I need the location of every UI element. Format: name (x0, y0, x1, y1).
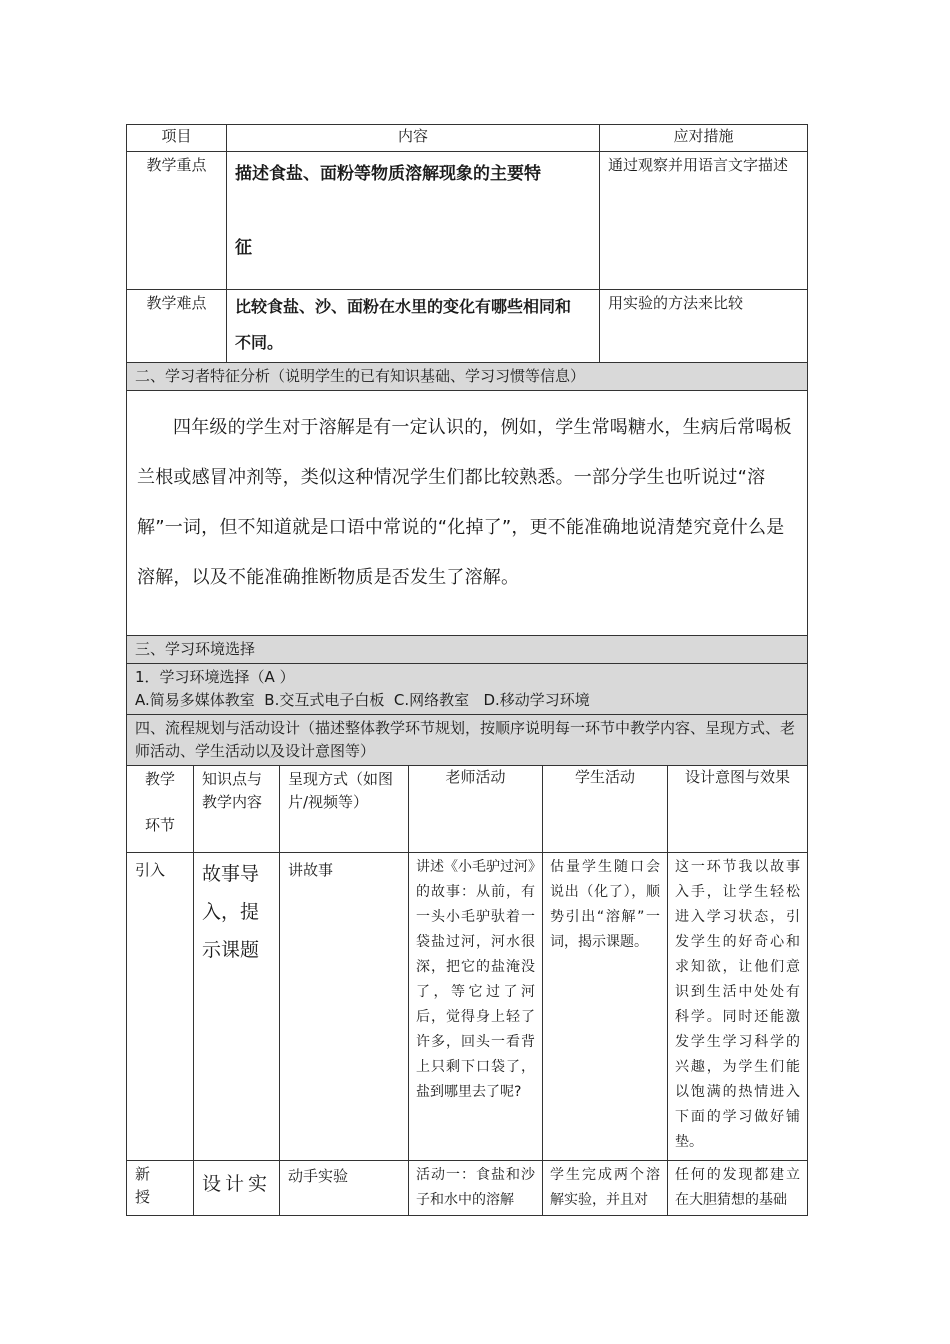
col-knowledge: 知识点与教学内容 (194, 766, 280, 853)
row2-stage (127, 1161, 194, 1216)
col-student: 学生活动 (543, 766, 668, 853)
section2-body-row (127, 391, 808, 636)
row1-teacher: 讲述《小毛驴过河》的故事：从前，有一头小毛驴驮着一袋盐过河，河水很深，把它的盐淹没了，等它过了河后，觉得身上轻了许多，回头一看背上只剩下口袋了，盐到哪里去了呢? (409, 853, 543, 1161)
plan-table-top (126, 124, 808, 766)
col-stage-b: 环节 (144, 816, 175, 834)
key-point-content (227, 152, 600, 290)
header-item: 项目 (127, 125, 227, 152)
section2-title-row (127, 363, 808, 391)
col-teacher: 老师活动 (409, 766, 543, 853)
section3-body (127, 664, 808, 715)
col-intent: 设计意图与效果 (668, 766, 808, 853)
row2-intent: 任何的发现都建立在大胆猜想的基础 (668, 1161, 808, 1216)
row1-intent: 这一环节我以故事入手，让学生轻松进入学习状态，引发学生的好奇心和求知欲，让他们意识到生活中处处有科学。同时还能激发学生学习科学的兴趣，为学生们能以饱满的热情进入下面的学习做好铺垫。 (668, 853, 808, 1161)
key-point-line1: 描述食盐、面粉等物质溶解现象的主要特 (235, 164, 541, 184)
row2-knowledge: 设计实 (194, 1161, 280, 1216)
header-content: 内容 (227, 125, 600, 152)
key-point-row (127, 152, 808, 290)
section3-title: 三、学习环境选择 (127, 636, 808, 664)
section3-title-row (127, 636, 808, 664)
section3-body-row (127, 664, 808, 715)
row2-presentation: 动手实验 (280, 1161, 409, 1216)
row2-stage-b: 授 (135, 1188, 151, 1206)
key-point-line2: 征 (235, 238, 252, 258)
difficulty-line2: 不同。 (235, 333, 284, 352)
table-row (127, 853, 808, 1161)
flow-header-row (127, 766, 808, 853)
difficulty-label: 教学难点 (127, 290, 227, 363)
difficulty-content (227, 290, 600, 363)
section2-body (127, 391, 808, 636)
header-row (127, 125, 808, 152)
col-stage (127, 766, 194, 853)
learner-analysis-paragraph: 四年级的学生对于溶解是有一定认识的，例如，学生常喝糖水，生病后常喝板兰根或感冒冲剂等，类似这种情况学生们都比较熟悉。一部分学生也听说过“溶解”一词，但不知道就是口语中常说的“化掉了”，更不能准确地说清楚究竟什么是溶解，以及不能准确推断物质是否发生了溶解。 (137, 417, 792, 588)
plan-table-flow (126, 765, 808, 1216)
key-point-measure: 通过观察并用语言文字描述 (600, 152, 808, 290)
row2-student: 学生完成两个溶解实验，并且对 (543, 1161, 668, 1216)
header-measure: 应对措施 (600, 125, 808, 152)
section4-title-row (127, 715, 808, 766)
row1-presentation: 讲故事 (280, 853, 409, 1161)
col-presentation: 呈现方式（如图片/视频等） (280, 766, 409, 853)
section4-title: 四、流程规划与活动设计（描述整体教学环节规划，按顺序说明每一环节中教学内容、呈现方式、老师活动、学生活动以及设计意图等） (127, 715, 808, 766)
key-point-label: 教学重点 (127, 152, 227, 290)
row1-stage: 引入 (127, 853, 194, 1161)
row2-stage-a: 新 (135, 1165, 151, 1183)
row1-student: 估量学生随口会说出（化了），顺势引出“溶解”一词，揭示课题。 (543, 853, 668, 1161)
lesson-plan-sheet (126, 124, 807, 1216)
environment-choice: 1．学习环境选择（A ） (135, 668, 295, 686)
difficulty-measure: 用实验的方法来比较 (600, 290, 808, 363)
table-row (127, 1161, 808, 1216)
col-stage-a: 教学 (144, 770, 175, 788)
difficulty-line1: 比较食盐、沙、面粉在水里的变化有哪些相同和 (235, 297, 572, 316)
row2-teacher: 活动一：食盐和沙子和水中的溶解 (409, 1161, 543, 1216)
environment-options: A.简易多媒体教室 B.交互式电子白板 C.网络教室 D.移动学习环境 (135, 691, 590, 709)
row1-knowledge: 故事导入，提示课题 (194, 853, 280, 1161)
difficulty-row (127, 290, 808, 363)
section2-title: 二、学习者特征分析（说明学生的已有知识基础、学习习惯等信息） (127, 363, 808, 391)
